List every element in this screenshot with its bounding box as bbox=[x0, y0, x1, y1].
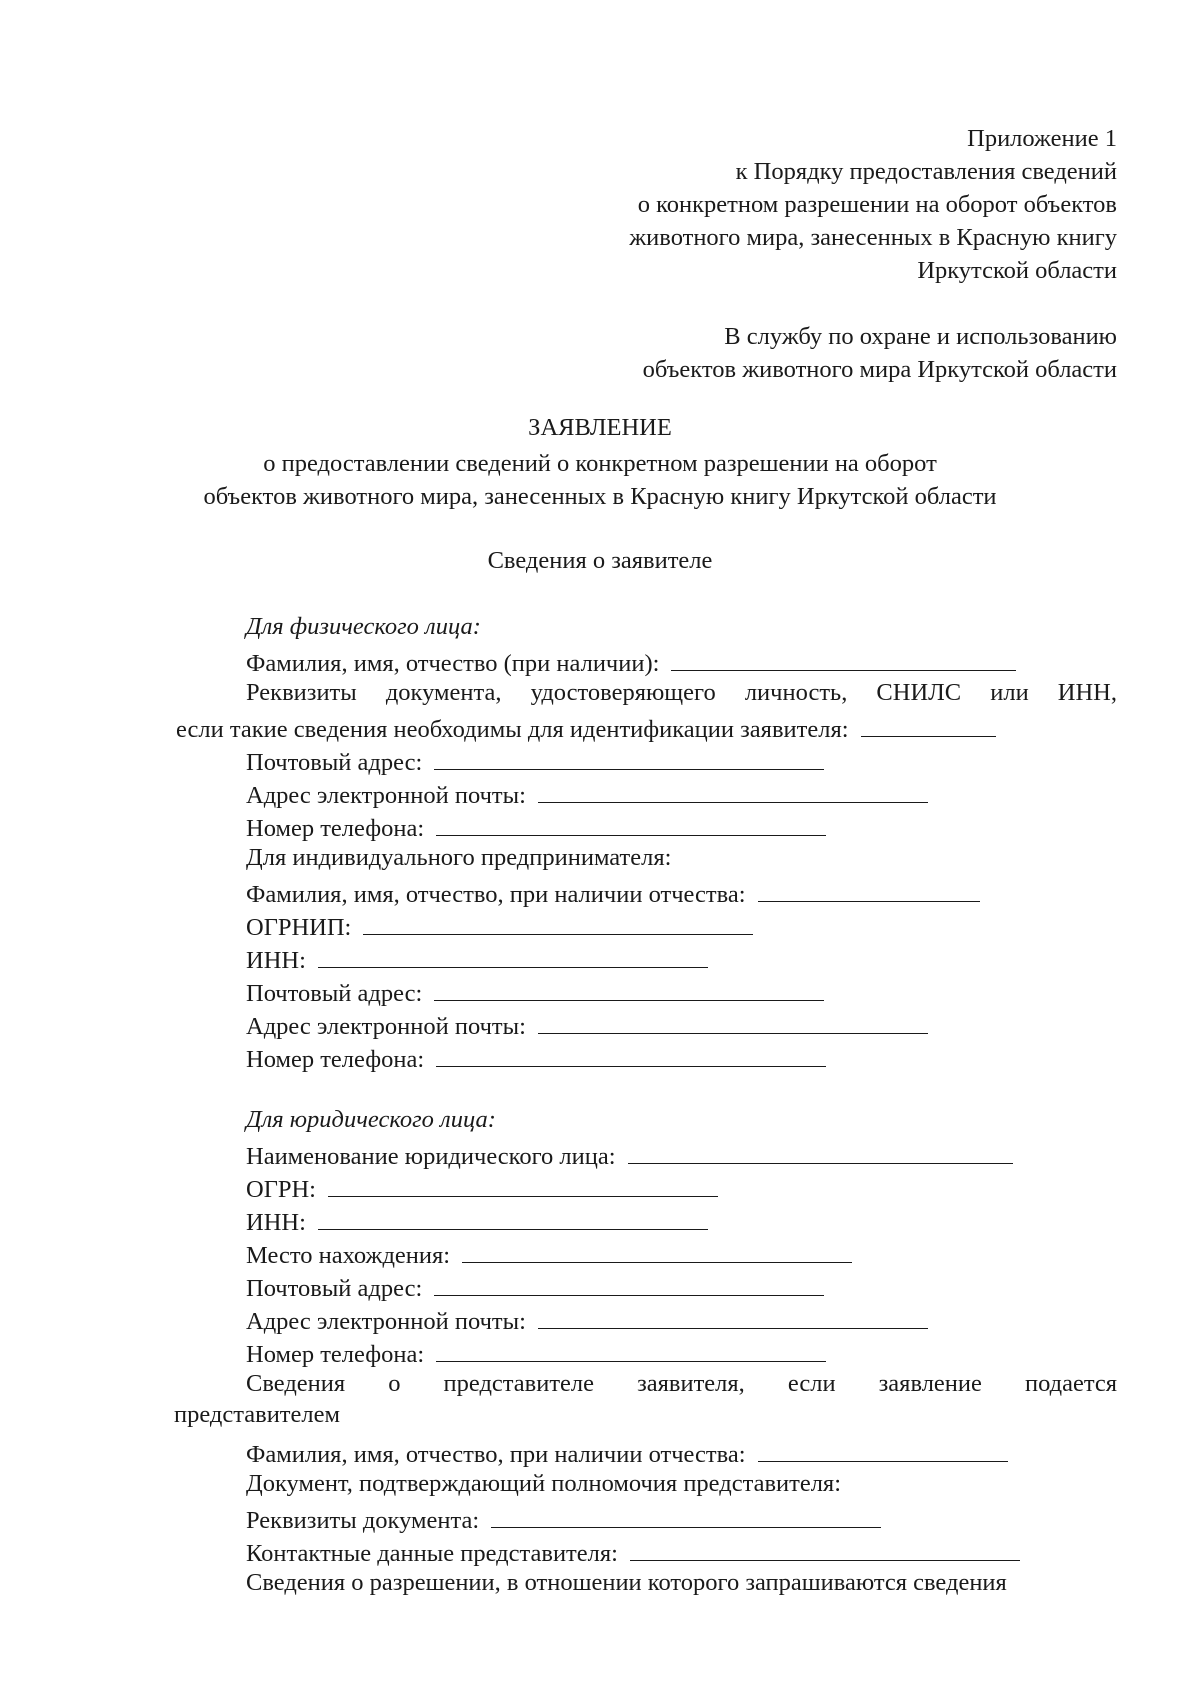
representative-intro-word: о bbox=[388, 1370, 401, 1397]
legal-inn-row bbox=[246, 1207, 708, 1236]
legal-location-row bbox=[246, 1240, 852, 1269]
legal-name-label: Наименование юридического лица: bbox=[246, 1143, 616, 1170]
legal-email-label: Адрес электронной почты: bbox=[246, 1308, 526, 1335]
legal-heading: Для юридического лица: bbox=[246, 1106, 496, 1133]
appendix-line-1: Приложение 1 bbox=[967, 125, 1117, 152]
appendix-line-5: Иркутской области bbox=[917, 257, 1117, 284]
individual-phone-row bbox=[246, 813, 826, 842]
individual-doc-field[interactable] bbox=[861, 714, 996, 737]
individual-email-label: Адрес электронной почты: bbox=[246, 782, 526, 809]
document-subtitle-line-1: о предоставлении сведений о конкретном разрешении на оборот bbox=[263, 450, 937, 477]
individual-postal-row bbox=[246, 747, 824, 776]
individual-doc-label: если такие сведения необходимы для идентификации заявителя: bbox=[176, 716, 849, 743]
representative-doc-label: Документ, подтверждающий полномочия представителя: bbox=[246, 1470, 842, 1497]
legal-name-field[interactable] bbox=[628, 1141, 1013, 1164]
entrepreneur-fio-label: Фамилия, имя, отчество, при наличии отчества: bbox=[246, 881, 746, 908]
section-title: Сведения о заявителе bbox=[487, 547, 713, 574]
document-title: ЗАЯВЛЕНИЕ bbox=[528, 414, 672, 441]
entrepreneur-inn-field[interactable] bbox=[318, 945, 708, 968]
legal-phone-row bbox=[246, 1339, 826, 1368]
individual-heading: Для физического лица: bbox=[246, 613, 481, 640]
legal-ogrn-row bbox=[246, 1174, 718, 1203]
legal-email-row bbox=[246, 1306, 928, 1335]
individual-fio-label: Фамилия, имя, отчество (при наличии): bbox=[246, 650, 660, 677]
representative-intro-word: подается bbox=[1024, 1370, 1117, 1397]
legal-postal-field[interactable] bbox=[434, 1273, 824, 1296]
representative-fio-label: Фамилия, имя, отчество, при наличии отчества: bbox=[246, 1441, 746, 1468]
entrepreneur-email-label: Адрес электронной почты: bbox=[246, 1013, 526, 1040]
legal-email-field[interactable] bbox=[538, 1306, 928, 1329]
entrepreneur-email-field[interactable] bbox=[538, 1011, 928, 1034]
entrepreneur-ogrnip-row bbox=[246, 912, 753, 941]
individual-phone-label: Номер телефона: bbox=[246, 815, 425, 842]
representative-fio-row bbox=[246, 1439, 1008, 1468]
individual-email-field[interactable] bbox=[538, 780, 928, 803]
addressee-line-2: объектов животного мира Иркутской области bbox=[642, 356, 1117, 383]
entrepreneur-fio-field[interactable] bbox=[758, 879, 980, 902]
legal-phone-label: Номер телефона: bbox=[246, 1341, 425, 1368]
representative-intro-line-2: представителем bbox=[174, 1401, 340, 1428]
representative-doc-details-label: Реквизиты документа: bbox=[246, 1507, 480, 1534]
appendix-line-3: о конкретном разрешении на оборот объектов bbox=[637, 191, 1117, 218]
representative-contacts-row bbox=[246, 1538, 1020, 1567]
entrepreneur-email-row bbox=[246, 1011, 928, 1040]
individual-postal-field[interactable] bbox=[434, 747, 824, 770]
representative-doc-details-field[interactable] bbox=[491, 1505, 881, 1528]
permit-info-line: Сведения о разрешении, в отношении которого запрашиваются сведения bbox=[246, 1569, 1007, 1596]
appendix-line-2: к Порядку предоставления сведений bbox=[735, 158, 1117, 185]
individual-fio-row bbox=[246, 648, 1016, 677]
entrepreneur-phone-label: Номер телефона: bbox=[246, 1046, 425, 1073]
entrepreneur-postal-row bbox=[246, 978, 824, 1007]
legal-ogrn-label: ОГРН: bbox=[246, 1176, 316, 1203]
representative-intro-word: если bbox=[787, 1370, 836, 1397]
individual-postal-label: Почтовый адрес: bbox=[246, 749, 423, 776]
legal-phone-field[interactable] bbox=[436, 1339, 826, 1362]
legal-location-field[interactable] bbox=[462, 1240, 852, 1263]
legal-location-label: Место нахождения: bbox=[246, 1242, 451, 1269]
legal-ogrn-field[interactable] bbox=[328, 1174, 718, 1197]
entrepreneur-postal-field[interactable] bbox=[434, 978, 824, 1001]
representative-contacts-label: Контактные данные представителя: bbox=[246, 1540, 618, 1567]
legal-postal-row bbox=[246, 1273, 824, 1302]
entrepreneur-phone-row bbox=[246, 1044, 826, 1073]
individual-phone-field[interactable] bbox=[436, 813, 826, 836]
legal-postal-label: Почтовый адрес: bbox=[246, 1275, 423, 1302]
representative-doc-details-row bbox=[246, 1505, 881, 1534]
representative-intro-word: Сведения bbox=[246, 1370, 346, 1397]
representative-intro-word: заявителя, bbox=[637, 1370, 745, 1397]
entrepreneur-ogrnip-field[interactable] bbox=[363, 912, 753, 935]
individual-email-row bbox=[246, 780, 928, 809]
entrepreneur-fio-row bbox=[246, 879, 980, 908]
entrepreneur-heading: Для индивидуального предпринимателя: bbox=[246, 844, 672, 871]
legal-inn-label: ИНН: bbox=[246, 1209, 306, 1236]
representative-intro-word: заявление bbox=[878, 1370, 982, 1397]
legal-inn-field[interactable] bbox=[318, 1207, 708, 1230]
entrepreneur-ogrnip-label: ОГРНИП: bbox=[246, 914, 352, 941]
representative-contacts-field[interactable] bbox=[630, 1538, 1020, 1561]
representative-intro-word: представителе bbox=[443, 1370, 595, 1397]
individual-fio-field[interactable] bbox=[671, 648, 1016, 671]
document-subtitle-line-2: объектов животного мира, занесенных в Красную книгу Иркутской области bbox=[203, 483, 997, 510]
entrepreneur-inn-label: ИНН: bbox=[246, 947, 306, 974]
individual-doc-line-1: Реквизиты документа, удостоверяющего личность, СНИЛС или ИНН, bbox=[246, 679, 1117, 706]
representative-fio-field[interactable] bbox=[758, 1439, 1008, 1462]
legal-name-row bbox=[246, 1141, 1013, 1170]
appendix-line-4: животного мира, занесенных в Красную книгу bbox=[629, 224, 1117, 251]
entrepreneur-phone-field[interactable] bbox=[436, 1044, 826, 1067]
individual-doc-row bbox=[176, 714, 996, 743]
addressee-line-1: В службу по охране и использованию bbox=[724, 323, 1117, 350]
entrepreneur-inn-row bbox=[246, 945, 708, 974]
entrepreneur-postal-label: Почтовый адрес: bbox=[246, 980, 423, 1007]
representative-intro-line-1 bbox=[246, 1372, 1117, 1397]
